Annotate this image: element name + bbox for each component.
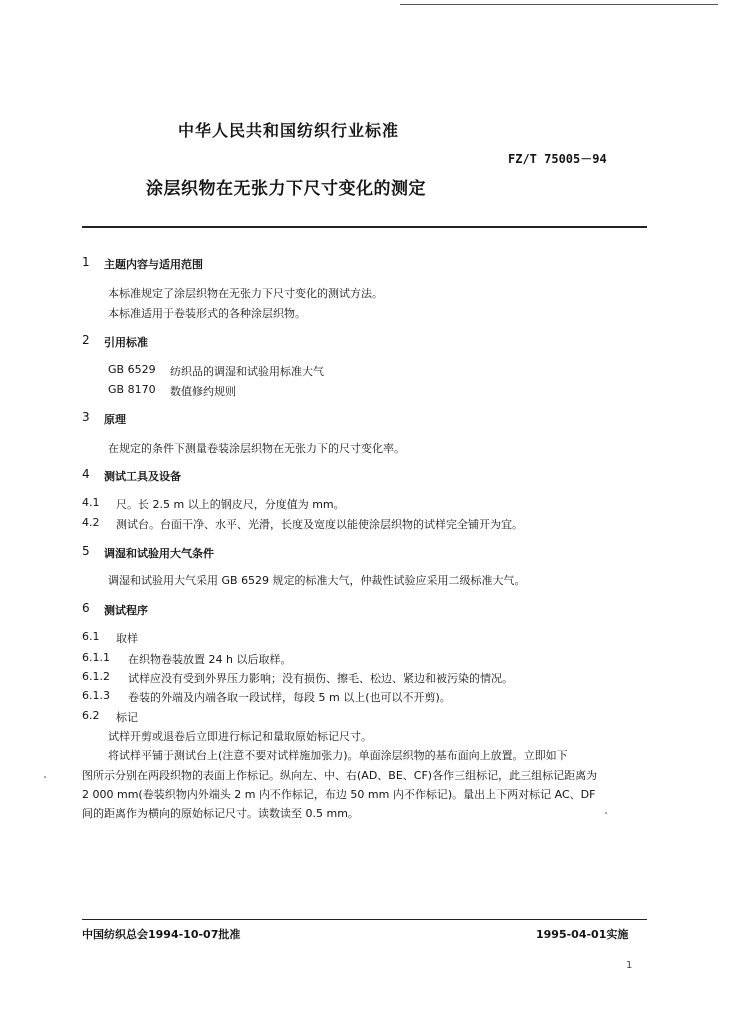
clause-number: 6.1 [82, 630, 100, 643]
clause-number: 4.1 [82, 496, 100, 509]
reference-title: 纺织品的调湿和试验用标准大气 [170, 365, 324, 378]
section-heading: 引用标准 [104, 336, 148, 349]
reference-title: 数值修约规则 [170, 385, 236, 398]
clause-text: 试样应没有受到外界压力影响；没有损伤、擦毛、松边、紧边和被污染的情况。 [128, 672, 513, 685]
clause-number: 4.2 [82, 516, 100, 529]
clause-text: 标记 [116, 711, 138, 724]
section-number: 5 [82, 544, 90, 558]
page-number: 1 [626, 960, 633, 971]
clause-number: 6.1.1 [82, 651, 110, 664]
footer-rule [82, 919, 647, 920]
section-number: 1 [82, 255, 90, 269]
section-number: 3 [82, 410, 90, 424]
clause-text: 尺。长 2.5 m 以上的钢皮尺，分度值为 mm。 [116, 498, 345, 511]
paragraph-line: 2 000 mm(卷装织物内外端头 2 m 内不作标记，布边 50 mm 内不作标记)。量出上下两对标记 AC、DF [82, 788, 596, 801]
paragraph-line: 将试样平铺于测试台上(注意不要对试样施加张力)。单面涂层织物的基布面向上放置。立即如下 [108, 749, 568, 762]
approval-date: 中国纺织总会1994-10-07批准 [82, 928, 241, 941]
scan-speck [44, 776, 46, 778]
clause-number: 6.2 [82, 709, 100, 722]
section-heading: 调湿和试验用大气条件 [104, 547, 214, 560]
reference-code: GB 6529 [108, 363, 156, 376]
reference-code: GB 8170 [108, 383, 156, 396]
section-heading: 测试工具及设备 [104, 470, 181, 483]
top-edge-rule [400, 4, 718, 5]
header-rule [82, 226, 647, 228]
effective-date: 1995-04-01实施 [536, 928, 629, 941]
clause-text: 卷装的外端及内端各取一段试样，每段 5 m 以上(也可以不开剪)。 [128, 691, 451, 704]
clause-text: 在织物卷装放置 24 h 以后取样。 [128, 653, 292, 666]
section-number: 4 [82, 467, 90, 481]
paragraph-line: 图所示分别在两段织物的表面上作标记。纵向左、中、右(AD、BE、CF)各作三组标记，此三组标记距离为 [82, 769, 598, 782]
paragraph: 试样开剪或退卷后立即进行标记和量取原始标记尺寸。 [108, 730, 372, 743]
paragraph-line: 间的距离作为横向的原始标记尺寸。读数读至 0.5 mm。 [82, 807, 359, 820]
standard-code: FZ/T 75005－94 [508, 152, 607, 166]
document-title: 涂层织物在无张力下尺寸变化的测定 [146, 179, 426, 199]
paragraph: 本标准适用于卷装形式的各种涂层织物。 [108, 307, 306, 320]
paragraph: 本标准规定了涂层织物在无张力下尺寸变化的测试方法。 [108, 287, 383, 300]
scan-speck [605, 812, 607, 814]
clause-text: 取样 [116, 632, 138, 645]
clause-number: 6.1.2 [82, 670, 110, 683]
section-heading: 主题内容与适用范围 [104, 258, 203, 271]
paragraph: 调湿和试验用大气采用 GB 6529 规定的标准大气，仲裁性试验应采用二级标准大气。 [108, 574, 526, 587]
section-number: 6 [82, 601, 90, 615]
paragraph: 在规定的条件下测量卷装涂层织物在无张力下的尺寸变化率。 [108, 442, 405, 455]
clause-number: 6.1.3 [82, 689, 110, 702]
section-heading: 测试程序 [104, 604, 148, 617]
section-number: 2 [82, 333, 90, 347]
section-heading: 原理 [104, 413, 126, 426]
clause-text: 测试台。台面干净、水平、光滑，长度及宽度以能使涂层织物的试样完全铺开为宜。 [116, 518, 523, 531]
issuing-organization: 中华人民共和国纺织行业标准 [178, 121, 400, 140]
